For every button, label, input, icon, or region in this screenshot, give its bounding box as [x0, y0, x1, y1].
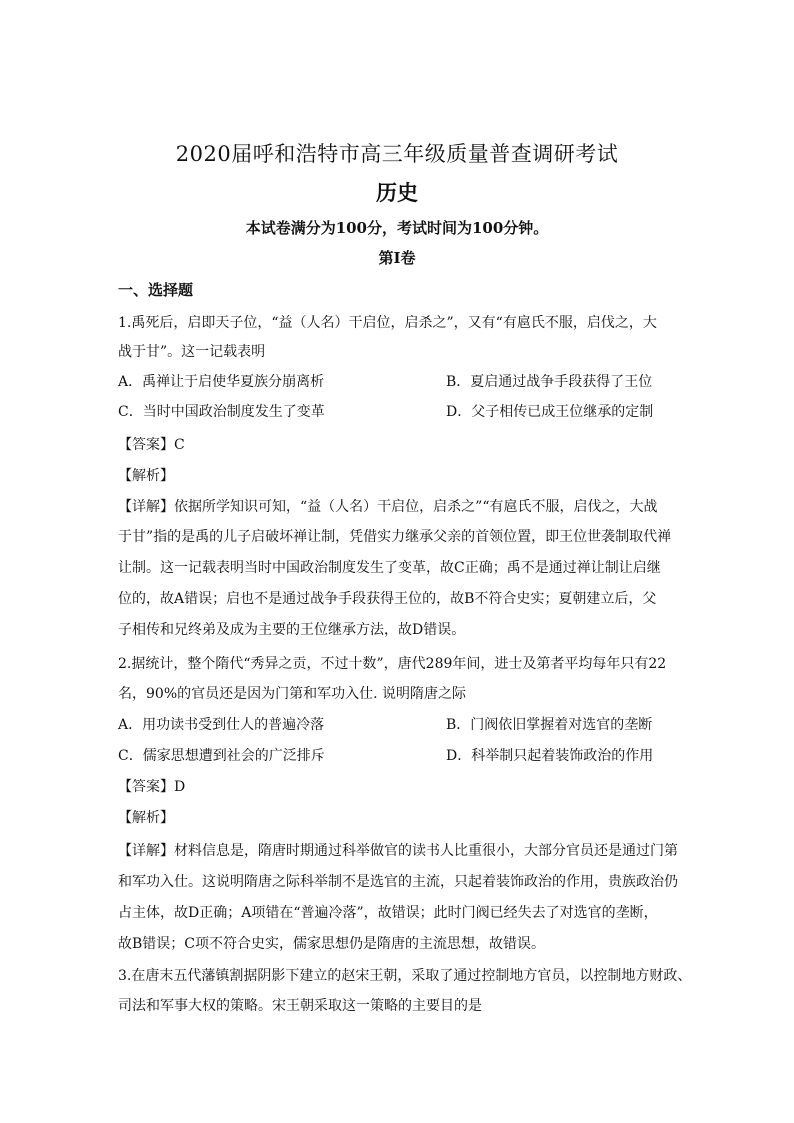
q2-stem-line-1: 2.据统计，整个隋代“秀异之贡，不过十数”，唐代289年间，进士及第者平均每年只有22 — [118, 656, 667, 672]
q1-option-c: C．当时中国政治制度发生了变革 — [118, 404, 325, 420]
q1-option-d: D．父子相传已成王位继承的定制 — [446, 404, 654, 420]
q2-detail-line-2: 和军功入仕。这说明隋唐之际科举制不是选官的主流，只起着装饰政治的作用，贵族政治仍 — [118, 874, 678, 890]
q1-option-a: A．禹禅让于启使华夏族分崩离析 — [118, 374, 325, 390]
q1-stem-line-2: 战于甘”。这一记载表明 — [118, 344, 266, 360]
q2-detail-line-3: 占主体，故D正确；A项错在“普遍冷落”，故错误；此时门阀已经失去了对选官的垄断， — [118, 905, 658, 921]
q2-analysis-label: 【解析】 — [118, 810, 174, 826]
q2-option-d: D．科举制只起着装饰政治的作用 — [446, 748, 654, 764]
q2-option-a: A．用功读书受到仕人的普遍冷落 — [118, 717, 325, 733]
q1-detail-line-4: 位的，故A错误；启也不是通过战争手段获得王位的，故B不符合史实；夏朝建立后，父 — [118, 591, 657, 607]
q1-detail-line-5: 子相传和兄终弟及成为主要的王位继承方法，故D错误。 — [118, 622, 466, 638]
q3-stem-line-2: 司法和军事大权的策略。宋王朝采取这一策略的主要目的是 — [118, 998, 482, 1014]
q2-option-b: B．门阀依旧掌握着对选官的垄断 — [446, 717, 653, 733]
q2-detail-line-1: 【详解】材料信息是，隋唐时期通过科举做官的读书人比重很小，大部分官员还是通过门第 — [118, 843, 678, 859]
subject-title: 历史 — [376, 180, 418, 205]
volume-title: 第I卷 — [378, 249, 416, 267]
exam-note: 本试卷满分为100分，考试时间为100分钟。 — [245, 219, 549, 237]
q1-detail-line-2: 于甘”指的是禹的儿子启破坏禅让制，凭借实力继承父亲的首领位置，即王位世袭制取代禅 — [118, 529, 672, 545]
q1-detail-line-3: 让制。这一记载表明当时中国政治制度发生了变革，故C正确；禹不是通过禅让制让启继 — [118, 560, 661, 576]
q2-detail-line-4: 故B错误；C项不符合史实，儒家思想仍是隋唐的主流思想，故错误。 — [118, 936, 545, 952]
q3-stem-line-1: 3.在唐末五代藩镇割据阴影下建立的赵宋王朝，采取了通过控制地方官员，以控制地方财政、 — [118, 968, 692, 984]
q2-answer: 【答案】D — [118, 779, 186, 795]
q1-answer: 【答案】C — [118, 437, 185, 453]
q1-stem-line-1: 1.禹死后，启即天子位，“益（人名）干启位，启杀之”，又有“有扈氏不服，启伐之，大 — [118, 315, 657, 331]
q1-analysis-label: 【解析】 — [118, 468, 174, 484]
q1-option-b: B．夏启通过战争手段获得了王位 — [446, 374, 653, 390]
section-heading: 一、选择题 — [118, 281, 194, 299]
exam-title: 2020届呼和浩特市高三年级质量普查调研考试 — [175, 142, 619, 166]
q2-stem-line-2: 名，90%的官员还是因为门第和军功入仕. 说明隋唐之际 — [118, 686, 467, 702]
q1-detail-line-1: 【详解】依据所学知识可知，“益（人名）干启位，启杀之”“有扈氏不服，启伐之，大战 — [118, 499, 658, 515]
q2-option-c: C．儒家思想遭到社会的广泛排斥 — [118, 748, 325, 764]
